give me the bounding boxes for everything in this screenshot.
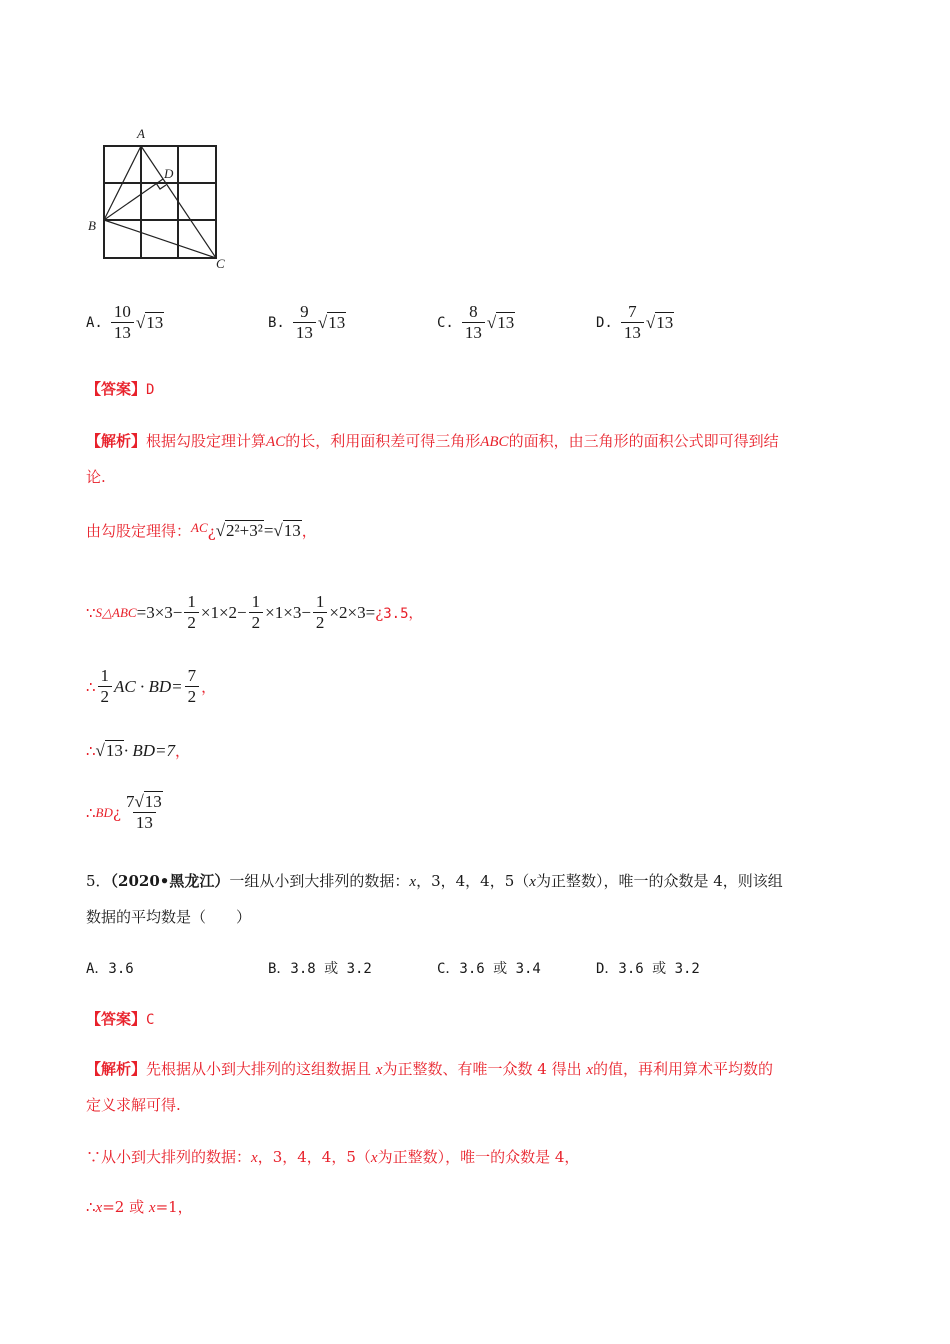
option-fraction: $\frac{7}{13}$ — [621, 302, 644, 343]
q5-answer: 【答案】C — [86, 1010, 155, 1028]
option-letter: D. — [596, 314, 613, 331]
q4-step2: ∵ S△ABC =3×3− $\frac{1}{2}$ ×1×2− $\frac{1}{2}$ ×1×3− $\frac{1}{2}$ ×2×3= ¿ 3.5， — [86, 592, 423, 632]
option-sqrt: √13 — [486, 312, 515, 332]
q5-option-a: A．3.6 — [86, 961, 134, 977]
q4-step5: ∴ BD ¿ $\frac{7√13}{13}$ — [86, 792, 162, 832]
option-sqrt: √13 — [135, 312, 164, 332]
segment-bd — [104, 179, 163, 220]
q5-option-d: D．3.6 或 3.2 — [596, 961, 700, 977]
q5-option-b: B．3.8 或 3.2 — [268, 961, 372, 977]
option-letter: C. — [437, 314, 454, 331]
segment-bc — [104, 220, 216, 258]
option-fraction: $\frac{8}{13}$ — [462, 302, 485, 343]
option-fraction: $\frac{9}{13}$ — [293, 302, 316, 343]
label-d: D — [164, 166, 174, 181]
q4-option-a — [86, 302, 164, 343]
q5-step1: ∵从小到大排列的数据：x，3，4，4，5（x为正整数），唯一的众数是 4， — [86, 1148, 580, 1166]
label-b: B — [88, 218, 96, 233]
q4-step3: ∴ $\frac{1}{2}$ AC · BD= $\frac{7}{2}$ ， — [86, 666, 217, 706]
q4-step4: ∴ √13 · BD=7 ， — [86, 740, 191, 760]
q4-step1: 由勾股定理得： AC ¿ √2²+3² = √13 ， — [86, 520, 317, 541]
q5-stem-line1: 5．（2020•黑龙江）一组从小到大排列的数据：x，3，4，4，5（x为正整数），唯一的众数是 4，则该组 — [86, 872, 783, 890]
option-letter: B. — [268, 314, 285, 331]
option-sqrt: √13 — [645, 312, 674, 332]
q5-analysis-line2: 定义求解可得. — [86, 1096, 181, 1114]
q5-step2: ∴x=2 或 x=1， — [86, 1198, 193, 1216]
q4-analysis-line1: 【解析】根据勾股定理计算AC的长，利用面积差可得三角形ABC的面积，由三角形的面积公式即可得到结 — [86, 432, 779, 450]
q4-answer: 【答案】D — [86, 380, 155, 398]
q5-stem-line2: 数据的平均数是（ ） — [86, 908, 252, 926]
q4-option-c — [437, 302, 515, 343]
option-letter: A. — [86, 314, 103, 331]
label-c: C — [216, 256, 225, 271]
option-fraction: $\frac{10}{13}$ — [111, 302, 134, 343]
q4-analysis-line2: 论. — [86, 468, 106, 486]
grid-figure — [84, 122, 234, 272]
q5-analysis-line1: 【解析】先根据从小到大排列的这组数据且 x为正整数、有唯一众数 4 得出 x的值，再利用算术平均数的 — [86, 1060, 774, 1078]
option-sqrt: √13 — [317, 312, 346, 332]
q4-option-b — [268, 302, 346, 343]
q5-option-c: C．3.6 或 3.4 — [437, 961, 541, 977]
label-a: A — [137, 126, 145, 141]
q4-option-d — [596, 302, 674, 343]
